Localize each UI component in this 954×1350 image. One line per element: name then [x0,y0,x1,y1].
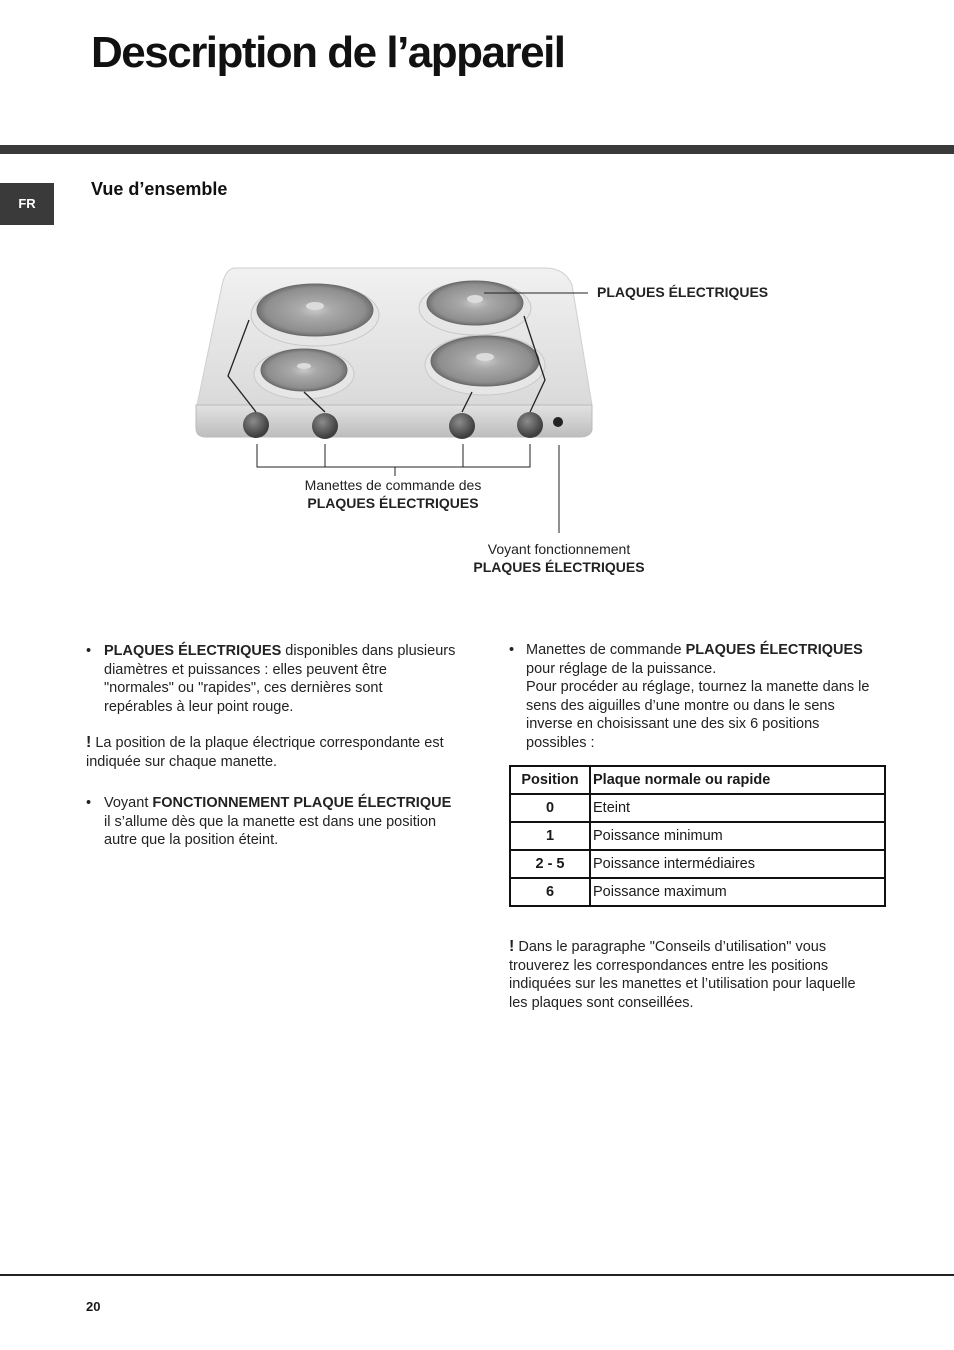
knobs-bullet-line: sens des aiguilles d’une montre ou dans le sens [526,697,835,714]
table-cell-position: 0 [510,794,590,822]
table-cell-position: 6 [510,878,590,906]
footer-rule [0,1274,954,1276]
bullet-dot: • [86,643,92,659]
light-label-line2: PLAQUES ÉLECTRIQUES [473,559,645,575]
knobs-bullet-line: Pour procéder au réglage, tournez la manette dans le [526,679,870,695]
table-cell-description: Eteint [590,794,885,822]
table-header-row [510,766,885,794]
plates-bullet-text: disponibles dans plusieurs [281,643,456,659]
indicator-bullet-line: autre que la position éteint. [104,832,279,848]
indicator-light [553,417,563,427]
control-knob [517,412,543,438]
note-text: trouverez les correspondances entre les positions [509,957,829,974]
knobs-bullet-line: possibles : [526,734,595,751]
plates-bullet-line: "normales" ou "rapides", ces dernières sont [104,680,383,696]
note-text: indiquées sur les manettes et l’utilisation pour laquelle [509,976,856,992]
note-text: indiquée sur chaque manette. [86,753,278,770]
usage-note [509,938,899,1012]
light-label [409,540,709,576]
note-text: Dans le paragraphe "Conseils d’utilisation" vous [514,939,827,955]
page-number: 20 [86,1299,101,1314]
positions-table [509,765,886,907]
plates-bullet-line: diamètres et puissances : elles peuvent être [104,661,387,678]
table-cell-description: Poissance intermédiaires [590,850,885,878]
hob-top-surface [196,268,592,410]
control-knob [243,412,269,438]
note-text: La position de la plaque électrique correspondante est [91,735,444,751]
knobs-label-line1: Manettes de commande des [304,477,482,493]
indicator-bullet-bold: FONCTIONNEMENT PLAQUE ÉLECTRIQUE [152,795,452,811]
indicator-bullet-line: il s’allume dès que la manette est dans une position [104,813,437,830]
hob-diagram [0,0,954,620]
page-title: Description de l’appareil [91,28,565,77]
section-title: Vue d’ensemble [91,179,228,199]
table-row [510,850,885,878]
bullet-dot: • [86,795,92,811]
knobs-bullet-prefix: Manettes de commande [526,642,686,658]
plates-bullet-line: repérables à leur point rouge. [104,698,294,715]
knobs-label [243,476,543,512]
plates-bullet-bold: PLAQUES ÉLECTRIQUES [104,643,282,659]
table-cell-description: Poissance maximum [590,878,885,906]
table-cell-position: 2 - 5 [510,850,590,878]
hotplate [261,349,347,391]
light-label-line1: Voyant fonctionnement [487,541,631,557]
table-row [510,794,885,822]
knobs-label-line2: PLAQUES ÉLECTRIQUES [307,495,479,511]
table-cell-position: 1 [510,822,590,850]
table-header-cell: Plaque normale ou rapide [590,766,885,794]
note-mark: ! [86,734,92,751]
knobs-bullet-line: inverse en choisissant une des six 6 positions [526,716,820,732]
control-knob [449,413,475,439]
language-tab: FR [0,183,54,225]
table-header-cell: Position [510,766,590,794]
plates-label: PLAQUES ÉLECTRIQUES [597,284,769,300]
indicator-bullet-prefix: Voyant [104,795,153,811]
control-knob [312,413,338,439]
bullet-dot: • [509,642,515,658]
note-mark: ! [509,938,515,955]
table-cell-description: Poissance minimum [590,822,885,850]
position-note [86,734,476,771]
note-text: les plaques sont conseillées. [509,994,694,1011]
table-row [510,822,885,850]
knobs-bullet-bold: PLAQUES ÉLECTRIQUES [685,642,863,658]
knobs-bullet-line: pour réglage de la puissance. [526,660,717,677]
table-row [510,878,885,906]
